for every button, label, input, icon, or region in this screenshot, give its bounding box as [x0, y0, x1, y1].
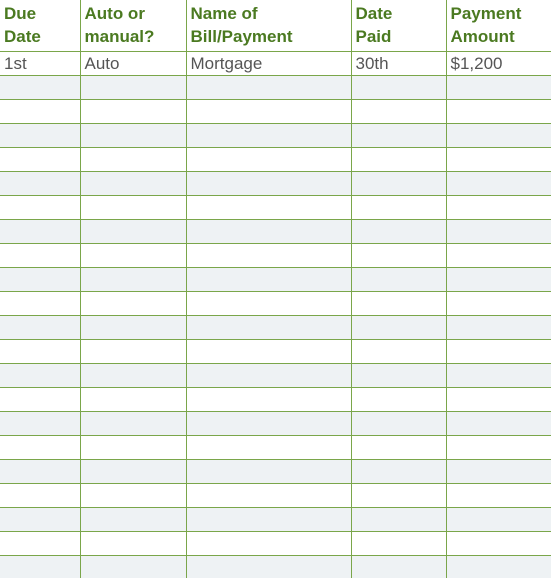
cell-due-date[interactable] — [0, 220, 80, 244]
cell-due-date[interactable] — [0, 388, 80, 412]
cell-auto-or-manual[interactable] — [80, 412, 186, 436]
cell-due-date[interactable] — [0, 172, 80, 196]
header-payment-amount-line2: Amount — [450, 27, 515, 46]
cell-due-date[interactable] — [0, 532, 80, 556]
cell-bill-name[interactable] — [186, 412, 351, 436]
cell-date-paid[interactable] — [351, 508, 446, 532]
cell-bill-name[interactable] — [186, 388, 351, 412]
cell-bill-name[interactable] — [186, 196, 351, 220]
cell-date-paid[interactable] — [351, 364, 446, 388]
cell-bill-name[interactable] — [186, 292, 351, 316]
cell-payment-amount[interactable] — [446, 316, 551, 340]
cell-bill-name[interactable] — [186, 148, 351, 172]
cell-payment-amount[interactable] — [446, 484, 551, 508]
cell-date-paid[interactable] — [351, 124, 446, 148]
cell-bill-name[interactable] — [186, 124, 351, 148]
cell-auto-or-manual[interactable] — [80, 244, 186, 268]
cell-auto-or-manual[interactable] — [80, 460, 186, 484]
table-body — [0, 52, 551, 578]
cell-date-paid[interactable] — [351, 436, 446, 460]
cell-auto-or-manual[interactable] — [80, 76, 186, 100]
header-row — [0, 0, 551, 52]
cell-bill-name[interactable] — [186, 460, 351, 484]
cell-bill-name[interactable] — [186, 340, 351, 364]
cell-due-date[interactable] — [0, 148, 80, 172]
table-row — [0, 268, 551, 292]
table-row — [0, 508, 551, 532]
cell-auto-or-manual[interactable] — [80, 388, 186, 412]
cell-payment-amount[interactable] — [446, 364, 551, 388]
table-row — [0, 460, 551, 484]
cell-bill-name[interactable] — [186, 508, 351, 532]
cell-payment-amount[interactable] — [446, 388, 551, 412]
table-row — [0, 364, 551, 388]
cell-payment-amount[interactable] — [446, 244, 551, 268]
table-row — [0, 556, 551, 578]
cell-auto-or-manual[interactable] — [80, 340, 186, 364]
table-row — [0, 412, 551, 436]
cell-auto-or-manual[interactable] — [80, 172, 186, 196]
cell-bill-name[interactable] — [186, 556, 351, 578]
table-row — [0, 76, 551, 100]
cell-date-paid[interactable]: 30th — [351, 52, 446, 76]
cell-auto-or-manual[interactable] — [80, 100, 186, 124]
cell-date-paid[interactable] — [351, 292, 446, 316]
header-due-date-line1: Due — [4, 4, 37, 23]
cell-auto-or-manual[interactable] — [80, 556, 186, 578]
cell-bill-name[interactable] — [186, 76, 351, 100]
cell-bill-name[interactable] — [186, 172, 351, 196]
cell-payment-amount[interactable] — [446, 148, 551, 172]
cell-auto-or-manual[interactable] — [80, 508, 186, 532]
cell-date-paid[interactable] — [351, 316, 446, 340]
cell-bill-name[interactable] — [186, 364, 351, 388]
cell-date-paid[interactable] — [351, 76, 446, 100]
cell-payment-amount[interactable] — [446, 460, 551, 484]
table-row — [0, 388, 551, 412]
cell-payment-amount[interactable] — [446, 268, 551, 292]
header-auto-or-manual — [80, 0, 186, 52]
cell-payment-amount[interactable] — [446, 100, 551, 124]
cell-auto-or-manual[interactable] — [80, 364, 186, 388]
cell-due-date[interactable] — [0, 436, 80, 460]
cell-payment-amount[interactable] — [446, 340, 551, 364]
cell-date-paid[interactable] — [351, 220, 446, 244]
cell-due-date[interactable] — [0, 76, 80, 100]
cell-date-paid[interactable] — [351, 340, 446, 364]
table-row — [0, 148, 551, 172]
cell-auto-or-manual[interactable] — [80, 316, 186, 340]
table-row — [0, 292, 551, 316]
header-date-paid — [351, 0, 446, 52]
table-row — [0, 484, 551, 508]
cell-due-date[interactable] — [0, 100, 80, 124]
table-row — [0, 196, 551, 220]
cell-date-paid[interactable] — [351, 244, 446, 268]
table-row — [0, 100, 551, 124]
cell-bill-name[interactable]: Mortgage — [186, 52, 351, 76]
cell-auto-or-manual[interactable] — [80, 196, 186, 220]
cell-payment-amount[interactable] — [446, 412, 551, 436]
cell-due-date[interactable] — [0, 196, 80, 220]
cell-auto-or-manual[interactable] — [80, 220, 186, 244]
cell-payment-amount[interactable] — [446, 556, 551, 578]
cell-payment-amount[interactable] — [446, 220, 551, 244]
table-row — [0, 172, 551, 196]
cell-payment-amount[interactable] — [446, 508, 551, 532]
cell-bill-name[interactable] — [186, 532, 351, 556]
cell-due-date[interactable]: 1st — [0, 52, 80, 76]
cell-date-paid[interactable] — [351, 556, 446, 578]
cell-date-paid[interactable] — [351, 172, 446, 196]
cell-auto-or-manual[interactable] — [80, 292, 186, 316]
cell-auto-or-manual[interactable] — [80, 268, 186, 292]
cell-bill-name[interactable] — [186, 436, 351, 460]
cell-auto-or-manual[interactable]: Auto — [80, 52, 186, 76]
cell-date-paid[interactable] — [351, 532, 446, 556]
header-date-paid-line2: Paid — [355, 27, 392, 46]
cell-auto-or-manual[interactable] — [80, 532, 186, 556]
header-payment-amount — [446, 0, 551, 52]
cell-bill-name[interactable] — [186, 244, 351, 268]
cell-date-paid[interactable] — [351, 268, 446, 292]
cell-date-paid[interactable] — [351, 460, 446, 484]
header-auto-line1: Auto or — [84, 4, 145, 23]
cell-date-paid[interactable] — [351, 100, 446, 124]
table-row — [0, 316, 551, 340]
cell-payment-amount[interactable] — [446, 532, 551, 556]
header-bill-name — [186, 0, 351, 52]
header-due-date — [0, 0, 80, 52]
cell-due-date[interactable] — [0, 244, 80, 268]
header-bill-name-line1: Name of — [190, 4, 258, 23]
table-row — [0, 340, 551, 364]
cell-payment-amount[interactable] — [446, 292, 551, 316]
header-payment-amount-line1: Payment — [450, 4, 522, 23]
header-due-date-line2: Date — [4, 27, 41, 46]
cell-due-date[interactable] — [0, 340, 80, 364]
table-row — [0, 532, 551, 556]
cell-due-date[interactable] — [0, 556, 80, 578]
cell-date-paid[interactable] — [351, 412, 446, 436]
cell-bill-name[interactable] — [186, 100, 351, 124]
cell-bill-name[interactable] — [186, 268, 351, 292]
cell-auto-or-manual[interactable] — [80, 124, 186, 148]
cell-due-date[interactable] — [0, 316, 80, 340]
cell-due-date[interactable] — [0, 508, 80, 532]
cell-due-date[interactable] — [0, 124, 80, 148]
header-date-paid-line1: Date — [355, 4, 393, 23]
cell-due-date[interactable] — [0, 292, 80, 316]
cell-payment-amount[interactable] — [446, 124, 551, 148]
table-row — [0, 124, 551, 148]
table-row — [0, 220, 551, 244]
cell-payment-amount[interactable]: $1,200 — [446, 52, 551, 76]
cell-date-paid[interactable] — [351, 148, 446, 172]
cell-auto-or-manual[interactable] — [80, 484, 186, 508]
cell-bill-name[interactable] — [186, 220, 351, 244]
cell-due-date[interactable] — [0, 364, 80, 388]
cell-due-date[interactable] — [0, 484, 80, 508]
table-row — [0, 52, 551, 76]
cell-date-paid[interactable] — [351, 484, 446, 508]
cell-payment-amount[interactable] — [446, 76, 551, 100]
cell-date-paid[interactable] — [351, 196, 446, 220]
cell-payment-amount[interactable] — [446, 172, 551, 196]
cell-due-date[interactable] — [0, 412, 80, 436]
cell-bill-name[interactable] — [186, 316, 351, 340]
header-bill-name-line2: Bill/Payment — [190, 27, 293, 46]
header-auto-line2: manual? — [84, 27, 155, 46]
cell-bill-name[interactable] — [186, 484, 351, 508]
cell-auto-or-manual[interactable] — [80, 436, 186, 460]
cell-payment-amount[interactable] — [446, 436, 551, 460]
cell-due-date[interactable] — [0, 268, 80, 292]
table-row — [0, 436, 551, 460]
table-row — [0, 244, 551, 268]
cell-payment-amount[interactable] — [446, 196, 551, 220]
cell-auto-or-manual[interactable] — [80, 148, 186, 172]
cell-date-paid[interactable] — [351, 388, 446, 412]
cell-due-date[interactable] — [0, 460, 80, 484]
